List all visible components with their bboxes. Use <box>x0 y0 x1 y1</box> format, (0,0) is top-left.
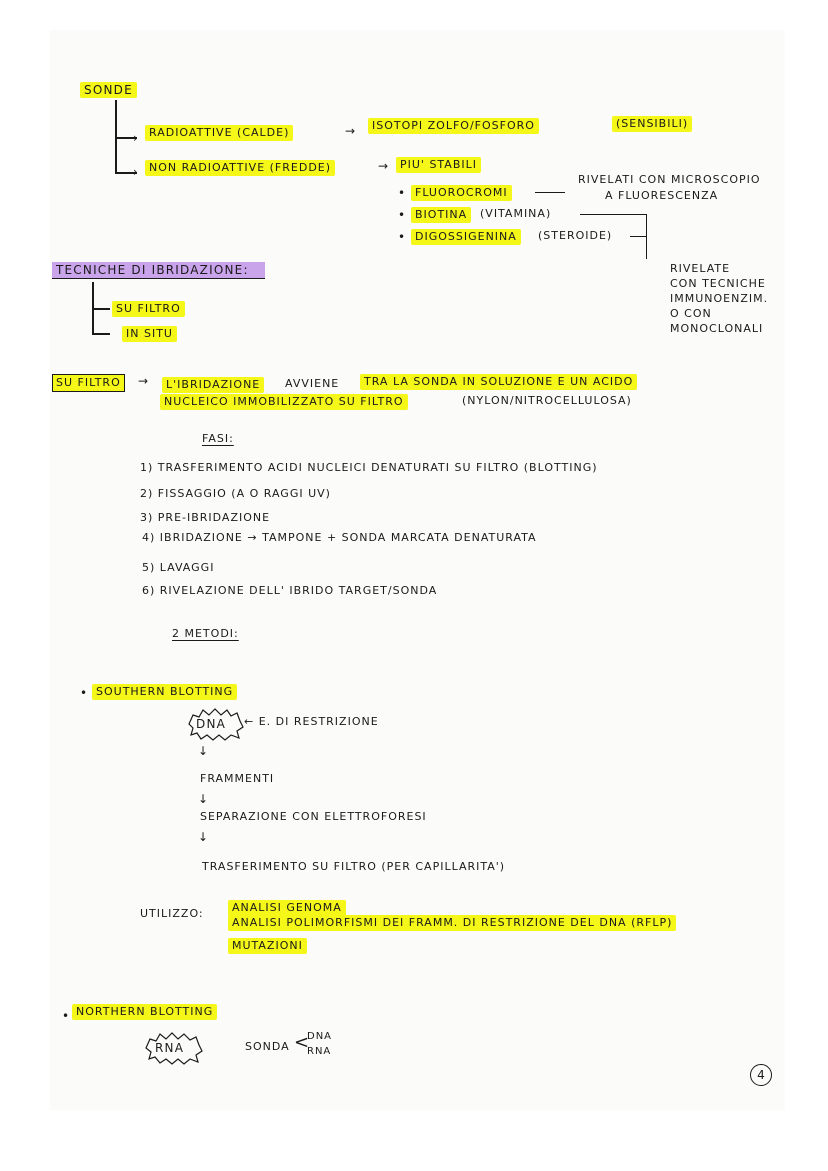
tecnica-item: SU FILTRO <box>112 301 185 317</box>
tecnica-item: IN SITU <box>122 326 177 342</box>
nonradioattive-label: NON RADIOATTIVE (FREDDE) <box>145 160 335 176</box>
arrow-right-icon: › <box>133 131 139 145</box>
radioattive-note: (SENSIBILI) <box>612 116 692 132</box>
definition-text: L'IBRIDAZIONE <box>162 377 264 393</box>
detection-note: O CON <box>670 307 712 320</box>
definition-text: AVVIENE <box>285 377 340 390</box>
radioattive-result: ISOTOPI ZOLFO/FOSFORO <box>368 118 539 134</box>
utilizzo-item: ANALISI POLIMORFISMI DEI FRAMM. DI RESTRIZIONE DEL DNA (RFLP) <box>228 915 676 931</box>
fase-item: 6) RIVELAZIONE DELL' IBRIDO TARGET/SONDA <box>142 584 438 597</box>
southern-step: SEPARAZIONE CON ELETTROFORESI <box>200 810 427 823</box>
branch-line <box>92 308 110 310</box>
branch-line <box>92 333 110 335</box>
nonradioattive-result: PIU' STABILI <box>396 157 481 173</box>
su-filtro-label: SU FILTRO <box>52 374 125 392</box>
arrow-right-icon: → <box>345 124 357 138</box>
southern-step: FRAMMENTI <box>200 772 275 785</box>
fase-item: 3) PRE-IBRIDAZIONE <box>140 511 271 524</box>
tecniche-title: TECNICHE DI IBRIDAZIONE: <box>52 262 265 279</box>
sonda-option: RNA <box>307 1046 332 1057</box>
northern-title: NORTHERN BLOTTING <box>72 1004 217 1020</box>
detection-note: CON TECNICHE <box>670 277 766 290</box>
probe-note: (STEROIDE) <box>538 229 613 242</box>
arrow-right-icon: → <box>378 159 390 173</box>
utilizzo-item: MUTAZIONI <box>228 938 307 954</box>
arrow-down-icon: ↓ <box>198 830 210 844</box>
detection-note: IMMUNOENZIM. <box>670 292 769 305</box>
connector-line <box>535 192 565 193</box>
utilizzo-item: ANALISI GENOMA <box>228 900 346 916</box>
fase-item: 5) LAVAGGI <box>142 561 215 574</box>
probe-type: FLUOROCROMI <box>411 185 512 201</box>
sonde-title: SONDE <box>80 82 137 98</box>
dna-label: DNA <box>196 717 227 731</box>
page-number: 4 <box>750 1064 772 1086</box>
bullet-icon: • <box>80 686 89 700</box>
fluorocromi-detection: RIVELATI CON MICROSCOPIO <box>578 173 761 186</box>
enzyme-label: ← E. DI RESTRIZIONE <box>244 715 379 728</box>
probe-type: DIGOSSIGENINA <box>411 229 521 245</box>
definition-text: (NYLON/NITROCELLULOSA) <box>462 394 632 407</box>
fase-item: 2) FISSAGGIO (A O RAGGI UV) <box>140 487 331 500</box>
bullet-icon: • <box>62 1009 71 1023</box>
brace-icon: < <box>294 1032 311 1053</box>
arrow-down-icon: ↓ <box>198 792 210 806</box>
arrow-right-icon: → <box>138 374 150 388</box>
sonda-option: DNA <box>307 1031 333 1042</box>
probe-type: BIOTINA <box>411 207 471 223</box>
fluorocromi-detection: A FLUORESCENZA <box>605 189 719 202</box>
detection-note: RIVELATE <box>670 262 731 275</box>
bullet-icon: • <box>398 208 407 222</box>
bullet-icon: • <box>398 186 407 200</box>
sonda-label: SONDA <box>245 1040 290 1053</box>
detection-note: MONOCLONALI <box>670 322 764 335</box>
connector-line <box>646 214 647 259</box>
bullet-icon: • <box>398 230 407 244</box>
connector-line <box>580 214 647 215</box>
southern-title: SOUTHERN BLOTTING <box>92 684 237 700</box>
metodi-title: 2 METODI: <box>172 627 239 640</box>
fasi-title: FASI: <box>202 432 234 445</box>
fase-item: 1) TRASFERIMENTO ACIDI NUCLEICI DENATURATI SU FILTRO (BLOTTING) <box>140 461 598 474</box>
probe-note: (VITAMINA) <box>480 207 552 220</box>
arrow-right-icon: › <box>133 165 139 179</box>
definition-text: NUCLEICO IMMOBILIZZATO SU FILTRO <box>160 394 408 410</box>
fase-item: 4) IBRIDAZIONE → TAMPONE + SONDA MARCATA DENATURATA <box>142 531 537 544</box>
southern-step: TRASFERIMENTO SU FILTRO (PER CAPILLARITA') <box>202 860 506 873</box>
utilizzo-label: UTILIZZO: <box>140 907 204 920</box>
rna-label: RNA <box>155 1041 185 1055</box>
arrow-down-icon: ↓ <box>198 744 210 758</box>
definition-text: TRA LA SONDA IN SOLUZIONE E UN ACIDO <box>360 374 637 390</box>
radioattive-label: RADIOATTIVE (CALDE) <box>145 125 293 141</box>
connector-line <box>630 236 647 237</box>
